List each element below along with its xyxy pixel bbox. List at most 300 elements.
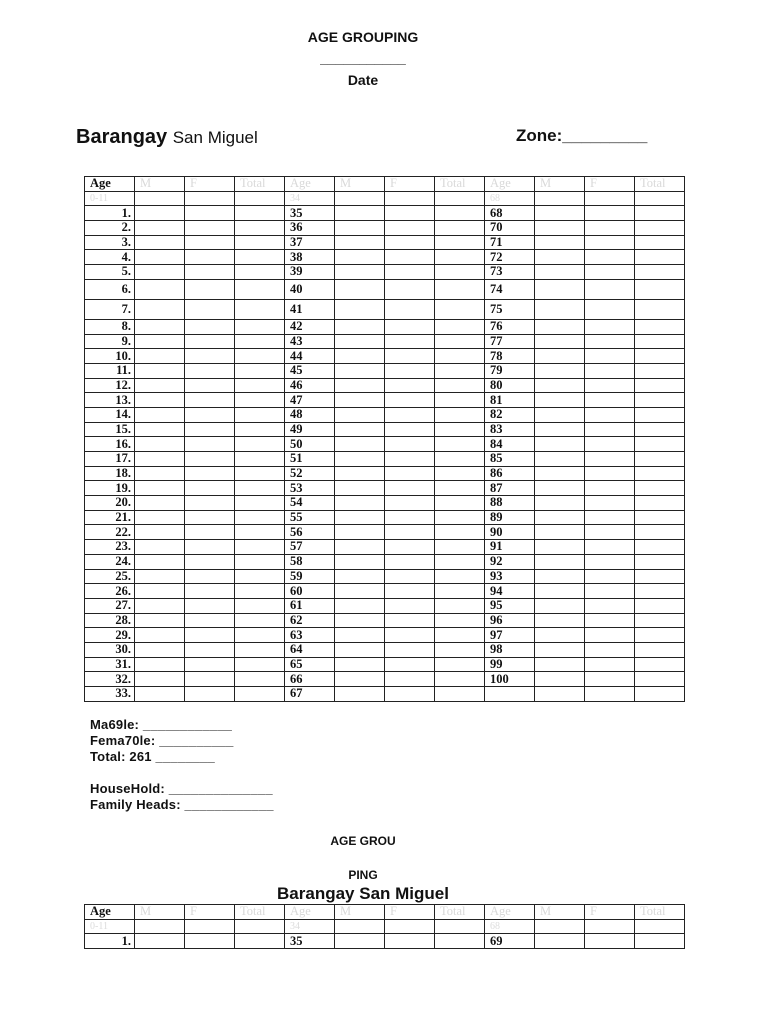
table-cell: F	[185, 177, 235, 192]
table-cell	[585, 250, 635, 265]
table-cell	[135, 452, 185, 467]
table-cell	[385, 510, 435, 525]
table-cell	[135, 613, 185, 628]
table-cell	[385, 265, 435, 280]
table-cell	[385, 481, 435, 496]
table-row	[85, 265, 685, 280]
table-cell	[335, 525, 385, 540]
table-cell	[385, 525, 435, 540]
table-row	[85, 319, 685, 334]
table-cell	[335, 319, 385, 334]
table-cell	[535, 265, 585, 280]
table-cell	[135, 221, 185, 236]
table-cell	[435, 510, 485, 525]
table-cell: 20.	[85, 496, 135, 511]
table-cell	[435, 919, 485, 934]
table-cell	[635, 466, 685, 481]
table-cell	[535, 672, 585, 687]
table-cell: 27.	[85, 598, 135, 613]
table-cell	[585, 569, 635, 584]
table-cell	[135, 687, 185, 702]
table-cell: 43	[285, 334, 335, 349]
table-cell	[335, 481, 385, 496]
table-cell: 74	[485, 279, 535, 299]
table-cell	[135, 250, 185, 265]
table-cell	[135, 657, 185, 672]
table-cell	[185, 934, 235, 949]
table-cell: 42	[285, 319, 335, 334]
table-cell	[585, 279, 635, 299]
table-cell: 2.	[85, 221, 135, 236]
table-cell	[335, 279, 385, 299]
table-cell: 80	[485, 378, 535, 393]
table-cell: 39	[285, 265, 335, 280]
table-cell	[535, 363, 585, 378]
table-cell	[335, 628, 385, 643]
table-cell	[135, 496, 185, 511]
table-row	[85, 334, 685, 349]
table-cell	[385, 540, 435, 555]
table-cell: 64	[285, 642, 335, 657]
table-cell	[535, 554, 585, 569]
table-cell	[185, 265, 235, 280]
table-cell	[435, 598, 485, 613]
second-barangay-heading: Barangay San Miguel	[277, 884, 449, 903]
table-cell	[335, 642, 385, 657]
table-cell	[135, 265, 185, 280]
table-row	[85, 613, 685, 628]
table-cell: M	[335, 905, 385, 920]
table-cell	[235, 206, 285, 221]
table-cell: 35	[285, 206, 335, 221]
table-cell: 37	[285, 235, 335, 250]
table-cell: 68	[485, 206, 535, 221]
table-cell	[435, 554, 485, 569]
table-cell	[385, 452, 435, 467]
family-heads-count: Family Heads: ____________	[90, 797, 274, 812]
table-row	[85, 466, 685, 481]
table-row	[85, 206, 685, 221]
table-cell	[335, 191, 385, 206]
table-cell	[585, 525, 635, 540]
table-cell: 78	[485, 349, 535, 364]
table-cell	[235, 235, 285, 250]
table-cell: Age	[285, 177, 335, 192]
barangay-word: Barangay	[76, 126, 168, 148]
table-cell	[535, 525, 585, 540]
table-cell: 76	[485, 319, 535, 334]
table-cell	[385, 235, 435, 250]
table-cell: 83	[485, 422, 535, 437]
table-cell	[185, 496, 235, 511]
date-label: Date	[347, 72, 379, 88]
table-cell: 26.	[85, 584, 135, 599]
table-cell	[185, 206, 235, 221]
table-cell	[235, 540, 285, 555]
second-title-part2: PING	[348, 868, 378, 882]
table-cell	[235, 407, 285, 422]
table-cell	[185, 363, 235, 378]
female-count: Fema70le: __________	[90, 733, 234, 748]
table-cell	[235, 452, 285, 467]
table-cell	[435, 378, 485, 393]
table-cell	[335, 265, 385, 280]
table-cell	[435, 363, 485, 378]
table-cell: 41	[285, 299, 335, 319]
table-cell	[585, 422, 635, 437]
table-cell: Total	[435, 905, 485, 920]
table-cell: 33.	[85, 687, 135, 702]
table-cell	[335, 569, 385, 584]
table-cell	[385, 363, 435, 378]
table-cell	[385, 250, 435, 265]
table-cell	[635, 422, 685, 437]
table-row	[85, 540, 685, 555]
table-cell: 87	[485, 481, 535, 496]
table-header-row	[85, 905, 685, 920]
table-cell	[385, 613, 435, 628]
table-cell	[385, 628, 435, 643]
table-cell	[535, 657, 585, 672]
table-cell	[185, 466, 235, 481]
table-cell	[185, 191, 235, 206]
table-row	[85, 919, 685, 934]
table-cell	[585, 496, 635, 511]
table-row	[85, 452, 685, 467]
table-cell	[135, 235, 185, 250]
table-cell	[335, 363, 385, 378]
table-cell	[435, 235, 485, 250]
table-cell	[235, 525, 285, 540]
table-cell	[635, 279, 685, 299]
table-cell: 45	[285, 363, 335, 378]
table-cell	[385, 279, 435, 299]
table-cell	[635, 642, 685, 657]
table-cell: 68	[485, 919, 535, 934]
table-cell	[135, 422, 185, 437]
table-cell: 92	[485, 554, 535, 569]
table-cell: Total	[235, 177, 285, 192]
table-cell	[635, 221, 685, 236]
table-cell	[535, 466, 585, 481]
table-cell: 61	[285, 598, 335, 613]
table-cell	[635, 481, 685, 496]
table-cell: 49	[285, 422, 335, 437]
table-cell: 19.	[85, 481, 135, 496]
table-row	[85, 569, 685, 584]
table-cell	[535, 496, 585, 511]
table-cell	[335, 206, 385, 221]
table-cell	[185, 510, 235, 525]
table-cell	[635, 334, 685, 349]
table-cell	[135, 584, 185, 599]
table-cell	[335, 540, 385, 555]
table-cell	[385, 466, 435, 481]
table-cell: 12.	[85, 378, 135, 393]
table-cell	[185, 598, 235, 613]
table-cell	[135, 569, 185, 584]
age-table	[84, 176, 685, 702]
table-cell	[635, 919, 685, 934]
table-cell	[635, 569, 685, 584]
page-title: AGE GROUPING	[307, 29, 419, 45]
table-cell	[185, 334, 235, 349]
table-cell	[185, 554, 235, 569]
table-cell: Age	[85, 905, 135, 920]
table-cell	[235, 598, 285, 613]
table-cell	[585, 598, 635, 613]
table-cell	[185, 250, 235, 265]
table-cell: 48	[285, 407, 335, 422]
table-cell	[435, 540, 485, 555]
table-cell: 5.	[85, 265, 135, 280]
table-cell	[535, 378, 585, 393]
table-cell	[535, 250, 585, 265]
table-cell	[185, 919, 235, 934]
table-cell	[535, 510, 585, 525]
table-cell	[185, 657, 235, 672]
table-cell	[235, 569, 285, 584]
table-cell	[335, 407, 385, 422]
table-cell	[235, 496, 285, 511]
table-cell	[435, 613, 485, 628]
table-cell: 29.	[85, 628, 135, 643]
table-cell	[235, 349, 285, 364]
table-cell	[335, 378, 385, 393]
table-row	[85, 598, 685, 613]
table-cell	[435, 265, 485, 280]
table-cell	[235, 393, 285, 408]
table-cell	[385, 496, 435, 511]
table-cell	[235, 934, 285, 949]
table-row	[85, 393, 685, 408]
table-cell	[385, 407, 435, 422]
table-cell	[535, 299, 585, 319]
table-cell	[635, 299, 685, 319]
table-cell	[435, 672, 485, 687]
table-cell	[235, 422, 285, 437]
table-cell	[135, 319, 185, 334]
table-cell	[635, 265, 685, 280]
table-cell	[235, 481, 285, 496]
table-cell: Age	[485, 177, 535, 192]
table-cell	[385, 422, 435, 437]
table-cell	[535, 235, 585, 250]
table-cell	[235, 363, 285, 378]
table-cell	[135, 554, 185, 569]
table-cell: 46	[285, 378, 335, 393]
table-cell: 59	[285, 569, 335, 584]
table-cell: M	[135, 177, 185, 192]
table-cell: 7.	[85, 299, 135, 319]
table-cell: 94	[485, 584, 535, 599]
table-row	[85, 378, 685, 393]
table-cell: 79	[485, 363, 535, 378]
table-cell	[585, 481, 635, 496]
table-cell: M	[535, 177, 585, 192]
table-cell	[585, 378, 635, 393]
table-cell	[635, 657, 685, 672]
table-cell	[185, 540, 235, 555]
table-cell: 96	[485, 613, 535, 628]
table-cell	[435, 934, 485, 949]
table-cell	[535, 628, 585, 643]
table-row	[85, 481, 685, 496]
table-cell: 17.	[85, 452, 135, 467]
table-cell: 1.	[85, 206, 135, 221]
table-cell	[335, 221, 385, 236]
table-row	[85, 554, 685, 569]
table-cell: 60	[285, 584, 335, 599]
table-cell	[335, 496, 385, 511]
table-cell	[635, 206, 685, 221]
table-cell	[185, 628, 235, 643]
table-row	[85, 525, 685, 540]
table-row	[85, 250, 685, 265]
table-cell	[535, 642, 585, 657]
table-cell: 62	[285, 613, 335, 628]
table-row	[85, 657, 685, 672]
table-cell	[435, 569, 485, 584]
table-cell: F	[585, 177, 635, 192]
table-cell	[435, 334, 485, 349]
table-cell: 90	[485, 525, 535, 540]
table-cell: 86	[485, 466, 535, 481]
table-cell: 65	[285, 657, 335, 672]
table-cell	[635, 452, 685, 467]
table-cell	[335, 598, 385, 613]
table-cell	[585, 919, 635, 934]
table-cell	[585, 687, 635, 702]
table-cell: 28.	[85, 613, 135, 628]
table-cell	[335, 422, 385, 437]
table-cell	[635, 687, 685, 702]
table-cell: Total	[235, 905, 285, 920]
table-row	[85, 672, 685, 687]
table-cell: 15.	[85, 422, 135, 437]
table-cell	[635, 525, 685, 540]
table-cell	[535, 206, 585, 221]
table-cell	[435, 628, 485, 643]
table-cell: Age	[85, 177, 135, 192]
second-title-part1: AGE GROU	[330, 834, 396, 848]
table-cell: 4.	[85, 250, 135, 265]
table-row	[85, 349, 685, 364]
table-cell: 82	[485, 407, 535, 422]
table-cell: Age	[485, 905, 535, 920]
table-cell: 16.	[85, 437, 135, 452]
table-row	[85, 235, 685, 250]
table-cell: 52	[285, 466, 335, 481]
table-cell	[585, 628, 635, 643]
table-cell	[635, 437, 685, 452]
table-cell: 84	[485, 437, 535, 452]
table-cell	[585, 510, 635, 525]
male-count: Ma69le: ____________	[90, 717, 233, 732]
table-cell: 95	[485, 598, 535, 613]
table-cell: 9.	[85, 334, 135, 349]
table-cell	[335, 919, 385, 934]
table-cell: 67	[285, 687, 335, 702]
table-cell: M	[335, 177, 385, 192]
table-cell	[135, 510, 185, 525]
table-cell	[435, 250, 485, 265]
table-cell: 34	[285, 191, 335, 206]
table-cell	[235, 191, 285, 206]
table-cell: F	[385, 177, 435, 192]
table-cell	[435, 642, 485, 657]
table-cell: 100	[485, 672, 535, 687]
table-cell: 75	[485, 299, 535, 319]
table-cell: 35	[285, 934, 335, 949]
table-cell: 0-11	[85, 919, 135, 934]
table-cell	[535, 481, 585, 496]
table-cell	[335, 299, 385, 319]
table-cell	[535, 598, 585, 613]
table-cell	[435, 191, 485, 206]
table-cell	[135, 642, 185, 657]
table-cell	[135, 279, 185, 299]
table-cell	[435, 422, 485, 437]
table-cell: 53	[285, 481, 335, 496]
table-cell	[585, 299, 635, 319]
table-cell	[435, 687, 485, 702]
table-cell	[585, 437, 635, 452]
table-cell: 3.	[85, 235, 135, 250]
table-cell	[535, 613, 585, 628]
table-cell	[635, 584, 685, 599]
table-cell	[185, 452, 235, 467]
table-cell: F	[585, 905, 635, 920]
table-cell: 91	[485, 540, 535, 555]
table-cell	[535, 221, 585, 236]
table-cell	[585, 235, 635, 250]
table-cell: 99	[485, 657, 535, 672]
table-cell	[235, 628, 285, 643]
table-cell: 14.	[85, 407, 135, 422]
table-cell: Total	[635, 177, 685, 192]
table-cell: Total	[435, 177, 485, 192]
table-cell	[635, 393, 685, 408]
table-cell	[585, 265, 635, 280]
table-cell: 85	[485, 452, 535, 467]
table-cell: 6.	[85, 279, 135, 299]
table-cell: 11.	[85, 363, 135, 378]
table-cell: 21.	[85, 510, 135, 525]
table-row	[85, 299, 685, 319]
table-cell	[635, 349, 685, 364]
table-cell	[335, 393, 385, 408]
table-cell	[235, 250, 285, 265]
table-cell	[635, 540, 685, 555]
table-cell: 77	[485, 334, 535, 349]
table-cell: 18.	[85, 466, 135, 481]
table-cell	[585, 934, 635, 949]
table-cell: 25.	[85, 569, 135, 584]
table-cell	[585, 657, 635, 672]
table-cell	[435, 319, 485, 334]
table-cell	[235, 613, 285, 628]
table-cell: 70	[485, 221, 535, 236]
table-cell	[135, 407, 185, 422]
table-cell	[235, 221, 285, 236]
table-cell	[535, 437, 585, 452]
table-cell	[535, 540, 585, 555]
table-cell	[135, 919, 185, 934]
table-cell	[385, 334, 435, 349]
table-cell	[535, 569, 585, 584]
table-cell	[335, 672, 385, 687]
